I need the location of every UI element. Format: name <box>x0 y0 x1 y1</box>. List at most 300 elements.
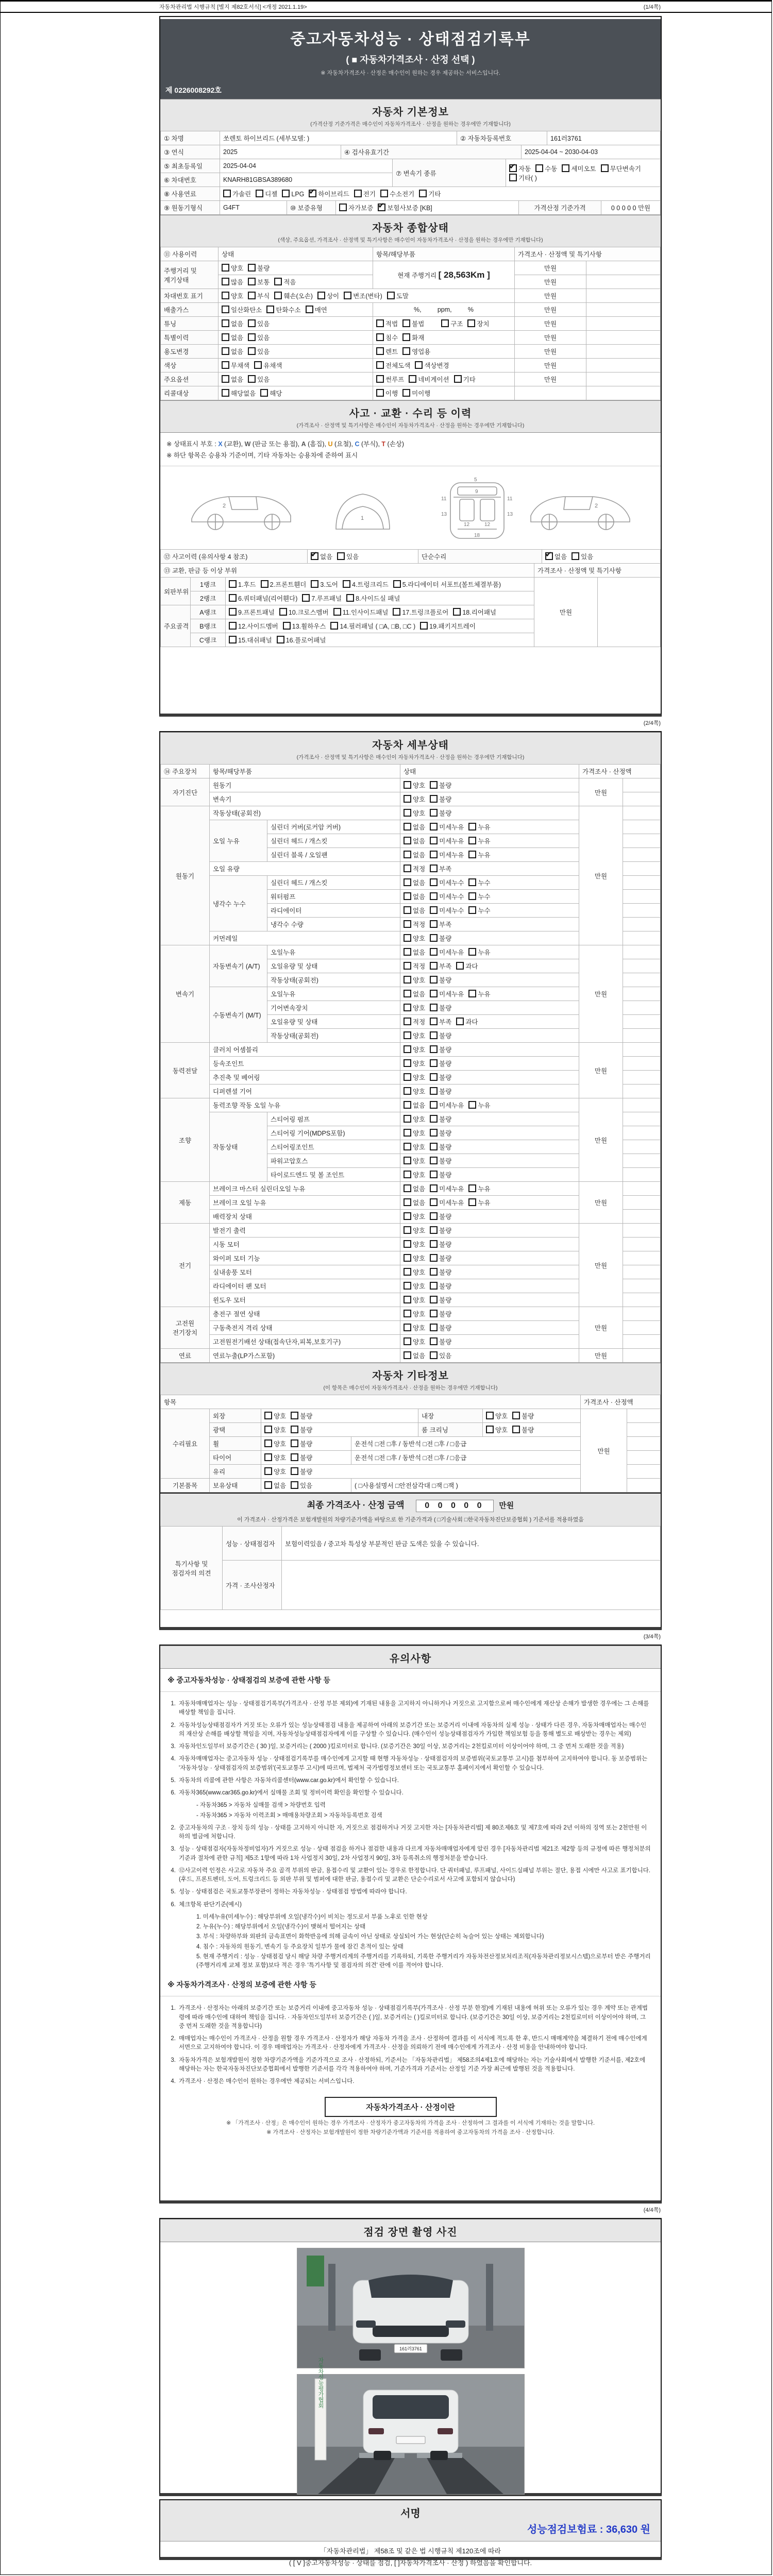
checkbox-option[interactable]: 탄화수소 <box>266 305 300 314</box>
checkbox-option[interactable]: 양호 <box>264 1411 286 1420</box>
transmission-option[interactable]: 수동 <box>535 164 557 173</box>
checkbox-option[interactable]: 누유 <box>468 836 490 845</box>
checkbox <box>430 1268 438 1276</box>
transmission-option[interactable]: 무단변속기 <box>601 164 641 173</box>
checkbox-option[interactable]: 없음 <box>404 822 425 832</box>
checkbox <box>512 1412 520 1419</box>
checkbox-option[interactable]: 양호 <box>404 794 425 804</box>
panel-checkbox-option[interactable]: 17.트렁크플로어 <box>393 607 448 617</box>
checkbox <box>248 347 256 355</box>
checkbox-option[interactable]: 양호 <box>264 1467 286 1476</box>
checkbox-option[interactable]: 없음 <box>404 989 425 998</box>
special-history-row: 특별이력 없음 있음 침수 화재 만원 <box>161 331 661 345</box>
checkbox-option[interactable]: 누수 <box>468 906 490 915</box>
checkbox-option[interactable]: 양호 <box>404 975 425 985</box>
checkbox <box>404 1254 411 1262</box>
checkbox-option[interactable]: 불량 <box>430 1309 451 1318</box>
checkbox-option[interactable]: 양호 <box>486 1411 508 1420</box>
checkbox-option[interactable]: 불량 <box>512 1411 534 1420</box>
checkbox-option[interactable]: 불법 <box>402 319 424 328</box>
vin-label: ⑥ 차대번호 <box>161 173 220 187</box>
checkbox-option[interactable]: 상이 <box>317 291 339 300</box>
checkbox-option[interactable]: 부식 <box>248 291 270 300</box>
checkbox-option[interactable]: 양호 <box>404 1309 425 1318</box>
checkbox-option[interactable]: 없음 <box>404 850 425 859</box>
checkbox-option[interactable]: 누유 <box>468 1184 490 1193</box>
section-notice <box>159 1645 662 2204</box>
checkbox-option[interactable]: 불량 <box>430 1059 451 1068</box>
checkbox-option[interactable]: 불량 <box>291 1411 312 1420</box>
checkbox-option[interactable]: ✔ 없음 <box>545 552 567 561</box>
rank-row: B랭크 12.사이드멤버 13.휠하우스 14.필러패널 ( □A, □B, □C ) 19.패키지트레이 <box>161 619 661 633</box>
detail-row: 작동상태(공회전) 양호 불량 <box>161 1029 661 1043</box>
checkbox-option[interactable]: 미세누유 <box>430 1184 464 1193</box>
checkbox <box>572 552 579 560</box>
checkbox-option[interactable]: 양호 <box>404 1156 425 1165</box>
usage-change-row: 용도변경 없음 있음 렌트 영업용 만원 <box>161 345 661 359</box>
checkbox-option[interactable]: 있음 <box>248 375 270 384</box>
transmission-option[interactable]: 기타( ) <box>509 173 537 182</box>
checkbox-option[interactable]: 불량 <box>430 1156 451 1165</box>
checkbox-option[interactable]: 무채색 <box>222 361 249 370</box>
checkbox-option[interactable]: 양호 <box>404 1295 425 1304</box>
fuel-option[interactable]: 수소전기 <box>380 189 414 198</box>
checkbox-option[interactable]: 누유 <box>468 1100 490 1110</box>
basic-items-row: 기본품목 보유상태 없음 있음 ( □사용설명서 □안전삼각대 □잭 □잭 ) <box>161 1479 661 1493</box>
panel-checkbox-option[interactable]: 8.사이드실 패널 <box>346 594 400 603</box>
rank-row: 2랭크 6.쿼터패널(리어휀다) 7.루프패널 8.사이드실 패널 <box>161 591 661 605</box>
checkbox-option[interactable]: 불량 <box>430 781 451 790</box>
fuel-option[interactable]: 전기 <box>354 189 376 198</box>
checkbox <box>404 1198 411 1206</box>
checkbox-option[interactable]: 양호 <box>404 1142 425 1151</box>
mileage-row-2: 많음 보통 적음 만원 <box>161 275 661 289</box>
checkbox-option[interactable]: 적정 <box>404 1017 425 1026</box>
checkbox-option[interactable]: 양호 <box>404 1031 425 1040</box>
checkbox-option[interactable]: 누유 <box>468 947 490 957</box>
fuel-option[interactable]: ✔ 하이브리드 <box>309 189 349 198</box>
checkbox-option[interactable]: 훼손(오손) <box>274 291 313 300</box>
signature-title: 서명 <box>400 2508 421 2519</box>
checkbox-option[interactable]: 양호 <box>222 291 243 300</box>
panel-checkbox-option[interactable]: 10.크로스멤버 <box>279 607 329 617</box>
checkbox-option[interactable]: 미이행 <box>402 388 430 398</box>
checkbox-option[interactable]: 미세누유 <box>430 1100 464 1110</box>
panel-checkbox-option[interactable]: 16.플로어패널 <box>277 635 326 645</box>
panel-checkbox-option[interactable]: 2.프론트휀더 <box>261 580 307 589</box>
panel-checkbox-option[interactable]: 15.대쉬패널 <box>229 635 272 645</box>
checkbox <box>376 361 384 369</box>
checkbox-option[interactable]: 불량 <box>512 1425 534 1434</box>
panel-checkbox-option[interactable]: 1.후드 <box>229 580 256 589</box>
checkbox-option[interactable]: 양호 <box>404 1003 425 1012</box>
detail-row: 실린더 헤드 / 개스킷 없음 미세누유 누유 <box>161 834 661 848</box>
warranty-option[interactable]: 자가보증 <box>339 203 373 212</box>
checkbox-option[interactable]: 불량 <box>430 1087 451 1096</box>
checkbox-option[interactable]: 해당없음 <box>222 388 256 398</box>
checkbox-option[interactable]: 누수 <box>468 878 490 887</box>
mileage-state-options <box>219 261 373 275</box>
checkbox <box>430 809 438 817</box>
checkbox-option[interactable]: 불량 <box>430 1045 451 1054</box>
checkbox <box>291 1467 298 1475</box>
checkbox-option[interactable]: 기타 <box>454 375 476 384</box>
reg-no-label: ② 자동차등록번호 <box>457 131 547 145</box>
checkbox-option[interactable]: 양호 <box>404 1045 425 1054</box>
checkbox-option[interactable]: 불량 <box>430 1240 451 1249</box>
checkbox-option[interactable]: 많음 <box>222 277 243 286</box>
checkbox-option[interactable]: 없음 <box>264 1481 286 1490</box>
checkbox-option[interactable]: 미세누유 <box>430 989 464 998</box>
checkbox-option[interactable]: 불량 <box>430 1128 451 1138</box>
checkbox-option[interactable]: 불량 <box>291 1467 312 1476</box>
detail-row: 등속조인트 양호 불량 <box>161 1057 661 1071</box>
detail-row: 구동축전지 격리 상태 양호 불량 <box>161 1321 661 1335</box>
checkbox-option[interactable]: 과다 <box>456 1017 478 1026</box>
checkbox-option[interactable]: 적정 <box>404 864 425 873</box>
fuel-option[interactable]: 기타 <box>419 189 441 198</box>
exterior-row: 수리필요 외장 양호 불량 내장 양호 불량 만원 <box>161 1409 661 1423</box>
mileage-amount-options <box>219 275 373 289</box>
panel-checkbox-option[interactable]: 12.사이드멤버 <box>229 621 278 631</box>
checkbox-option[interactable]: 부족 <box>430 864 451 873</box>
checkbox-option[interactable]: 불량 <box>430 1267 451 1277</box>
panel-checkbox-option[interactable]: 18.리어패널 <box>453 607 496 617</box>
checkbox-option[interactable]: 불량 <box>430 1337 451 1346</box>
checkbox-option[interactable]: 불량 <box>430 1170 451 1179</box>
checkbox <box>311 552 318 560</box>
checkbox-option[interactable]: 양호 <box>404 1281 425 1291</box>
checkbox-option[interactable]: 색상변경 <box>415 361 449 370</box>
basic-items-options[interactable]: ( □사용설명서 □안전삼각대 □잭 □잭 ) <box>351 1479 581 1493</box>
checkbox <box>535 164 543 172</box>
checkbox-option[interactable]: 양호 <box>404 1226 425 1235</box>
checkbox-option[interactable]: 양호 <box>404 1323 425 1332</box>
checkbox-option[interactable]: 있음 <box>248 333 270 342</box>
checkbox <box>430 795 438 803</box>
final-price-label: 최종 가격조사 · 산정 금액 <box>307 1500 405 1510</box>
checkbox-option[interactable]: 양호 <box>264 1439 286 1448</box>
checkbox-option[interactable]: 없음 <box>404 836 425 845</box>
checkbox-option[interactable]: 불량 <box>430 1226 451 1235</box>
checkbox-option[interactable]: 양호 <box>404 1337 425 1346</box>
notice-item: 5. 자동차의 리콜에 관한 사항은 자동차리콜센터(www.car.go.kr)에서 확인할 수 있습니다. <box>171 1777 399 1784</box>
panel-checkbox-option[interactable]: 4.트렁크리드 <box>343 580 389 589</box>
price-appraisal-notes: ※ 「가격조사 · 산정」은 매수인이 원하는 경우 가격조사 · 산정자가 중고자동차의 가격을 조사 · 산정하여 그 결과를 이 서식에 기재하는 것을 말합니다. ※ 가격조사 · 산정자는 보험개발원이 정한 차량기준가액과 기준서를 적용하여 중고자동차의 가격을 조사 · 산정합니다. <box>226 2120 595 2136</box>
checkbox-option[interactable]: 불량 <box>430 1142 451 1151</box>
checkbox-option[interactable]: 해당 <box>260 388 282 398</box>
checkbox <box>468 906 476 914</box>
checkbox-option[interactable]: 없음 <box>404 1100 425 1110</box>
checkbox-option[interactable]: 불량 <box>291 1453 312 1462</box>
detail-row: 기어변속장치 양호 불량 <box>161 1001 661 1015</box>
fuel-option[interactable]: 가솔린 <box>223 189 251 198</box>
checkbox-option[interactable]: 없음 <box>404 892 425 901</box>
checkbox-option[interactable]: 불량 <box>430 1281 451 1291</box>
fuel-options <box>220 187 661 201</box>
checkbox-option[interactable]: 렌트 <box>376 347 398 356</box>
detail-row: 오일유량 및 상태 적정 부족 과다 <box>161 959 661 973</box>
checkbox-option[interactable]: 불량 <box>430 1253 451 1263</box>
checkbox-option[interactable]: 없음 <box>404 1184 425 1193</box>
checkbox-option[interactable]: 양호 <box>404 1212 425 1221</box>
checkbox-option[interactable]: 불량 <box>430 1114 451 1124</box>
notice-item: - 자동차365 > 자동차 이력조회 > 매매용차량조회 > 자동차등록번호 검색 <box>196 1812 382 1819</box>
main-options-row: 주요옵션 없음 있음 썬루프 네비게이션 기타 만원 <box>161 372 661 386</box>
checkbox-option[interactable]: 장치 <box>467 319 489 328</box>
checkbox-option[interactable]: 미세누유 <box>430 836 464 845</box>
checkbox <box>430 1296 438 1303</box>
checkbox-option[interactable]: 양호 <box>404 1087 425 1096</box>
checkbox-option[interactable]: 양호 <box>404 934 425 943</box>
checkbox-option[interactable]: 양호 <box>404 781 425 790</box>
checkbox-option[interactable]: 있음 <box>291 1481 312 1490</box>
panel-checkbox-option[interactable]: 7.루프패널 <box>302 594 342 603</box>
checkbox-option[interactable]: ✔ 없음 <box>311 552 332 561</box>
checkbox <box>468 878 476 886</box>
section-signature <box>159 2499 662 2567</box>
checkbox-option[interactable]: 양호 <box>486 1425 508 1434</box>
checkbox-option[interactable]: 누유 <box>468 1198 490 1207</box>
checkbox-option[interactable]: 있음 <box>572 552 593 561</box>
checkbox <box>222 319 229 327</box>
fuel-option[interactable]: 디젤 <box>256 189 277 198</box>
checkbox <box>354 190 362 197</box>
checkbox-option[interactable]: 없음 <box>404 906 425 915</box>
detail-row: 와이퍼 모터 기능 양호 불량 <box>161 1251 661 1265</box>
checkbox-option[interactable]: 있음 <box>248 319 270 328</box>
panel-checkbox-option[interactable]: 11.인사이드패널 <box>333 607 389 617</box>
checkbox-option[interactable]: 없음 <box>404 947 425 957</box>
checkbox-option[interactable]: 없음 <box>404 1351 425 1360</box>
checkbox-option[interactable]: 양호 <box>264 1425 286 1434</box>
signature-band <box>160 2500 661 2541</box>
checkbox-option[interactable]: 썬루프 <box>376 375 404 384</box>
panel-checkbox-option[interactable]: 5.라디에이터 서포트(볼트체결부품) <box>393 580 501 589</box>
vin-value: KNARH81GBSA389680 <box>220 173 393 187</box>
checkbox-option[interactable]: 불량 <box>430 1295 451 1304</box>
checkbox-option[interactable]: 적정 <box>404 961 425 971</box>
checkbox-option[interactable]: 불량 <box>291 1425 312 1434</box>
checkbox-option[interactable]: 불량 <box>430 975 451 985</box>
checkbox <box>404 1171 411 1178</box>
notice-item: 2. 누유(누수) : 해당부위에서 오일(냉각수)이 맺혀서 떨어지는 상태 <box>196 1924 366 1930</box>
checkbox <box>430 1337 438 1345</box>
checkbox-option[interactable]: 미세누수 <box>430 906 464 915</box>
checkbox <box>254 361 262 369</box>
checkbox-option[interactable]: 없음 <box>222 319 243 328</box>
checkbox <box>404 1004 411 1011</box>
checkbox <box>420 622 428 630</box>
transmission-option[interactable]: 세미오토 <box>562 164 596 173</box>
page-marker-3: (3/4쪽) <box>643 1634 661 1640</box>
accident-history-header: 사고 · 교환 · 수리 등 이력 (가격조사 · 산정액 및 특기사항은 매수인이 자동차가격조사 · 산정을 원하는 경우에만 기재합니다) <box>160 400 661 433</box>
checkbox <box>404 781 411 789</box>
panel-checkbox-option[interactable]: 3.도어 <box>311 580 338 589</box>
panel-checkbox-option[interactable]: 6.쿼터패널(리어휀다) <box>229 594 297 603</box>
checkbox-option[interactable]: 양호 <box>264 1453 286 1462</box>
tire-position-options[interactable]: 운전석 □전 □후 / 동반석 □전 □후 / □응급 <box>351 1451 581 1465</box>
checkbox-option[interactable]: 양호 <box>404 1073 425 1082</box>
checkbox-option[interactable]: 양호 <box>404 1170 425 1179</box>
checkbox <box>430 865 438 872</box>
checkbox <box>222 306 229 313</box>
checkbox-option[interactable]: 부족 <box>430 920 451 929</box>
checkbox-option[interactable]: 불량 <box>430 808 451 818</box>
checkbox-option[interactable]: 없음 <box>404 878 425 887</box>
detail-row: 실린더 블록 / 오일팬 없음 미세누유 누유 <box>161 848 661 862</box>
checkbox-option[interactable]: 미세누유 <box>430 1198 464 1207</box>
checkbox <box>248 292 256 299</box>
checkbox-option[interactable]: 네비게이션 <box>409 375 449 384</box>
notice-item: 1. 가격조사 · 산정자는 아래의 보증기간 또는 보증거리 이내에 중고자동차 성능 · 상태점검기록부(가격조사 · 산정 부분 한정)에 기재된 내용에 허위 또는 오류가 있는 경우 계약 또는 관계법령에 따라 매수인에 대하여 책임을 집니다. · 자동차인도일부터 보증기간은 ( )일, 보증거리는 ( )킬로미터로 합니다. (보증기간은 30일 이상, 보증거리는 2천킬로미터 이상이어야 하며, 그 중 먼저 도래한 것을 적용합니다) <box>171 2005 648 2029</box>
checkbox-option[interactable]: 있음 <box>248 347 270 356</box>
panel-checkbox-option[interactable]: 14.필러패널 ( □A, □B, □C ) <box>330 621 415 631</box>
notice-item: 5. 성능 · 상태점검은 국토교통부장관이 정하는 자동차성능 · 상태점검 방법에 따라야 합니다. <box>171 1889 407 1895</box>
section-detail-state <box>159 731 662 1630</box>
checkbox <box>404 1045 411 1053</box>
checkbox-option[interactable]: 불량 <box>430 1003 451 1012</box>
checkbox-option[interactable]: 불량 <box>430 1031 451 1040</box>
checkbox-option[interactable]: 누유 <box>468 989 490 998</box>
checkbox-option[interactable]: 미세누수 <box>430 892 464 901</box>
checkbox-option[interactable]: 미세누수 <box>430 878 464 887</box>
checkbox <box>430 1351 438 1359</box>
notice-item: 4. 침수 : 자동차의 원동기, 변속기 등 주요장치 일부가 물에 잠긴 흔적이 있는 상태 <box>196 1943 404 1950</box>
checkbox <box>404 934 411 942</box>
checkbox <box>404 1226 411 1234</box>
recall-row: 리콜대상 해당없음 해당 이행 미이행 <box>161 386 661 400</box>
accident-options <box>308 550 418 564</box>
checkbox-option[interactable]: 영업용 <box>402 347 430 356</box>
panel-checkbox-option[interactable]: 9.프론트패널 <box>229 607 275 617</box>
checkbox-option[interactable]: 있음 <box>337 552 359 561</box>
notice-item: 4. ⑫사고이력 인정은 사고로 자동차 주요 골격 부위의 판금, 용접수리 및 교환이 있는 경우로 한정합니다. 단 쿼터패널, 루프패널, 사이드실패널 부위는 절단, 용접 시에만 사고로 표기합니다. (후드, 프론트펜더, 도어, 트렁크리드 등 외판 부위 및 범퍼에 대한 판금, 용접수리 및 교환은 단순수리로서 사고에 포함되지 않습니다) <box>171 1867 651 1883</box>
checkbox <box>486 1412 494 1419</box>
checkbox-option[interactable]: 없음 <box>222 333 243 342</box>
checkbox-option[interactable]: 적음 <box>274 277 296 286</box>
checkbox-option[interactable]: 불량 <box>430 1212 451 1221</box>
wheel-position-options[interactable]: 운전석 □전 □후 / 동반석 □전 □후 / □응급 <box>351 1437 581 1451</box>
checkbox-option[interactable]: 전체도색 <box>376 361 410 370</box>
checkbox-option[interactable]: 이행 <box>376 388 398 398</box>
checkbox <box>261 580 268 588</box>
transmission-label: ⑦ 변속기 종류 <box>393 159 506 187</box>
legend-item: W (판금 또는 용접), <box>244 440 300 448</box>
checkbox-option[interactable]: 부족 <box>430 1017 451 1026</box>
price-appraisal-box: 자동차가격조사 · 산정이란 <box>325 2097 497 2117</box>
checkbox-option[interactable]: 구조 <box>441 319 463 328</box>
checkbox <box>456 962 464 970</box>
checkbox-option[interactable]: 불량 <box>430 1073 451 1082</box>
detail-row: 커먼레일 양호 불량 <box>161 931 661 945</box>
checkbox-option[interactable]: 양호 <box>404 808 425 818</box>
checkbox <box>601 164 609 172</box>
checkbox-option[interactable]: 양호 <box>404 1114 425 1124</box>
legend-note: ※ 하단 항목은 승용차 기준이며, 기타 자동차는 승용차에 준하여 표시 <box>166 452 358 459</box>
notice-list-2 <box>160 1996 661 2092</box>
notice-item: 2. 매매업자는 매수인이 가격조사 · 산정을 원할 경우 가격조사 · 산정자가 해당 자동차 가격을 조사 · 산정하여 결과를 이 서식에 적도록 한 후, 반드시 매매계약을 체결하기 전에 매수인에게 서면으로 고지하여야 합니다. 이 경우 매매업자는 가격조사 · 산정자에게 가격조사 · 산정을 의뢰하기 전에 매수인에게 가격조사 · 산정 비용을 안내하여야 합니다. <box>171 2036 647 2051</box>
checkbox <box>283 622 291 630</box>
checkbox-option[interactable]: 있음 <box>430 1351 451 1360</box>
checkbox-option[interactable]: 화재 <box>402 333 424 342</box>
checkbox-option[interactable]: 누수 <box>468 892 490 901</box>
detail-row: 오일 누유 실린더 커버(로커암 커버) 없음 미세누유 누유 <box>161 820 661 834</box>
remarks-label: 특기사항 및 점검자의 의견 <box>161 1527 223 1610</box>
checkbox-option[interactable]: 없음 <box>404 1198 425 1207</box>
checkbox-option[interactable]: 없음 <box>222 347 243 356</box>
engine-type-label: ⑨ 원동기형식 <box>161 201 220 215</box>
checkbox-option[interactable]: 일산화탄소 <box>222 305 262 314</box>
checkbox-option[interactable]: 양호 <box>404 1253 425 1263</box>
panel-checkbox-option[interactable]: 13.휠하우스 <box>283 621 326 631</box>
checkbox-option[interactable]: 양호 <box>404 1128 425 1138</box>
appraiser-remark <box>282 1561 661 1610</box>
checkbox <box>404 823 411 831</box>
detail-state-header: 자동차 세부상태 (가격조사 · 산정액 및 특기사항은 매수인이 자동차가격조사 · 산정을 원하는 경우에만 기재합니다) <box>160 732 661 765</box>
warranty-option[interactable]: ✔ 보험사보증 [KB] <box>378 203 432 212</box>
checkbox-option[interactable]: 불량 <box>430 934 451 943</box>
checkbox <box>333 608 341 616</box>
checkbox-option[interactable]: 양호 <box>404 1240 425 1249</box>
checkbox <box>404 892 411 900</box>
checkbox-option[interactable]: 누유 <box>468 850 490 859</box>
checkbox-option[interactable]: 적법 <box>376 319 398 328</box>
checkbox-option[interactable]: 양호 <box>404 1059 425 1068</box>
checkbox-option[interactable]: 미세누유 <box>430 850 464 859</box>
checkbox <box>468 892 476 900</box>
transmission-option[interactable]: ✔자동 <box>509 164 531 173</box>
warranty-label: ⑩ 보증유형 <box>287 201 336 215</box>
exchange-panel-table: ⑬ 교환, 판금 등 이상 부위 가격조사 · 산정액 및 특기사항 외판부위 1랭크 1.후드 2.프론트휀더 3.도어 4.트렁크리드 5.라디에이터 서포트(볼트체결부품) 만원 2랭크 6.쿼터패널(리어휀다) 7.루프패널 8.사이드실 패널 주요골격 A랭크 9.프론트패널 10.크로스멤버 11.인사이드패널 17.트렁크플로어 18.리어패널 B랭크 12.사이드멤버 13.휠하우스 14.필러패널 ( □A, □B, □C ) 19.패키지트레이 C랭크 15.대쉬패널 16.플로어패널 <box>160 563 661 647</box>
car-name-value: 쏘렌토 하이브리드 (세부모델: ) <box>220 131 457 145</box>
checkbox-option[interactable]: 유채색 <box>254 361 282 370</box>
checkbox <box>404 1337 411 1345</box>
notice-item: - 자동차365 > 자동차 실매물 검색 > 차량번호 입력 <box>196 1802 326 1809</box>
checkbox-option[interactable]: 침수 <box>376 333 398 342</box>
checkbox-option[interactable]: 미세누유 <box>430 822 464 832</box>
panel-checkbox-option[interactable]: 19.패키지트레이 <box>420 621 476 631</box>
checkbox-option[interactable]: 매연 <box>306 305 327 314</box>
checkbox <box>404 990 411 997</box>
checkbox-option[interactable]: 불량 <box>430 1323 451 1332</box>
checkbox-option[interactable]: 도말 <box>387 291 409 300</box>
checkbox-option[interactable]: 양호 <box>404 1267 425 1277</box>
checkbox-option[interactable]: 불량 <box>248 263 270 273</box>
checkbox-option[interactable]: 양호 <box>222 263 243 273</box>
appraiser-label: 가격 · 조사산정자 <box>223 1561 282 1610</box>
checkbox-option[interactable]: 변조(변타) <box>344 291 382 300</box>
checkbox <box>468 948 476 956</box>
checkbox <box>291 1412 298 1419</box>
checkbox-option[interactable]: 적정 <box>404 920 425 929</box>
checkbox-option[interactable]: 누유 <box>468 822 490 832</box>
fuel-option[interactable]: LPG <box>282 190 304 198</box>
checkbox-option[interactable]: 보통 <box>248 277 270 286</box>
checkbox-option[interactable]: 없음 <box>222 375 243 384</box>
checkbox-option[interactable]: 부족 <box>430 961 451 971</box>
checkbox-option[interactable]: 불량 <box>291 1439 312 1448</box>
checkbox-option[interactable]: 과다 <box>456 961 478 971</box>
checkbox-option[interactable]: 불량 <box>430 794 451 804</box>
checkbox <box>419 190 427 197</box>
checkbox-option[interactable]: 미세누유 <box>430 947 464 957</box>
svg-text:13: 13 <box>507 512 513 517</box>
checkbox <box>415 361 423 369</box>
checkbox <box>248 375 256 383</box>
checkbox <box>468 823 476 831</box>
basic-info-table-row2 <box>160 145 661 159</box>
